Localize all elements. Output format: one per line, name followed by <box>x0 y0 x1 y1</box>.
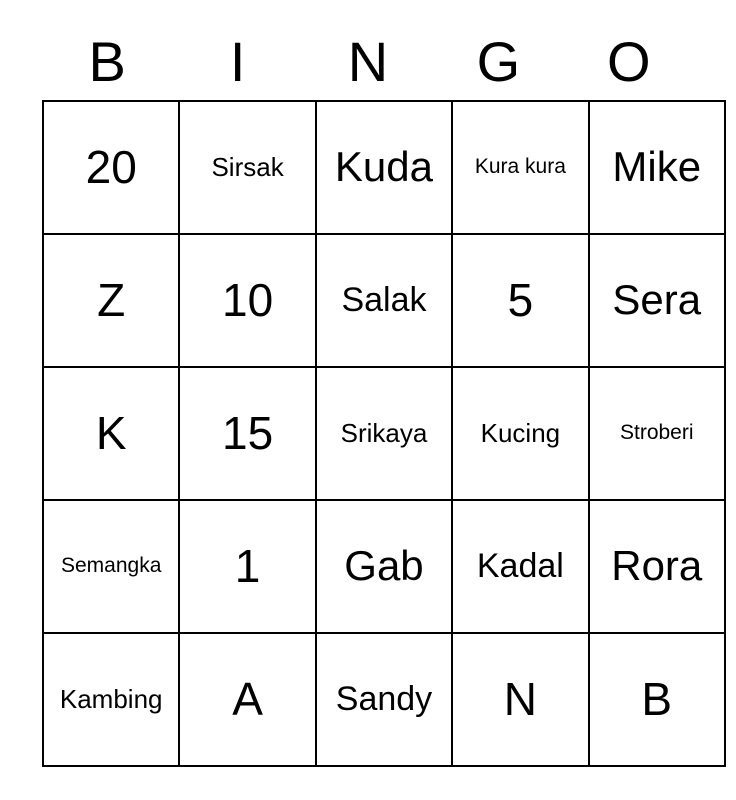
bingo-cell-text: 15 <box>222 407 274 460</box>
bingo-cell-g2[interactable] <box>452 234 588 367</box>
bingo-grid <box>42 100 726 767</box>
bingo-cell-text: Kucing <box>480 417 561 448</box>
bingo-cell-i2[interactable] <box>179 234 315 367</box>
bingo-cell-b1[interactable] <box>43 101 179 234</box>
bingo-cell-n3[interactable] <box>316 367 452 500</box>
bingo-cell-b3[interactable] <box>43 367 179 500</box>
bingo-header-letter-i: I <box>229 30 246 93</box>
bingo-cell-text: A <box>232 673 263 726</box>
bingo-cell-i1[interactable] <box>179 101 315 234</box>
bingo-cell-text: 20 <box>85 141 137 194</box>
bingo-cell-text: Sera <box>612 276 702 324</box>
bingo-cell-text: Semangka <box>60 554 162 578</box>
bingo-cell-i3[interactable] <box>179 367 315 500</box>
bingo-cell-n4[interactable] <box>316 500 452 633</box>
bingo-cell-text: K <box>95 407 127 460</box>
bingo-cell-text: Gab <box>344 542 424 590</box>
bingo-cell-text: Kura kura <box>474 155 566 179</box>
bingo-header-letter-b: B <box>88 30 126 93</box>
bingo-cell-g1[interactable] <box>452 101 588 234</box>
bingo-cell-o1[interactable] <box>589 101 725 234</box>
table-row <box>43 234 725 367</box>
table-row <box>43 101 725 234</box>
bingo-cell-n1[interactable] <box>316 101 452 234</box>
table-row <box>43 367 725 500</box>
bingo-cell-o3[interactable] <box>589 367 725 500</box>
bingo-cell-o4[interactable] <box>589 500 725 633</box>
bingo-cell-b5[interactable] <box>43 633 179 766</box>
table-row <box>43 633 725 766</box>
bingo-cell-n5[interactable] <box>316 633 452 766</box>
bingo-cell-i5[interactable] <box>179 633 315 766</box>
bingo-cell-text: Stroberi <box>619 421 694 445</box>
bingo-cell-text: Kadal <box>476 546 564 585</box>
bingo-cell-text: Rora <box>611 542 703 590</box>
bingo-cell-text: Sandy <box>335 679 433 718</box>
bingo-cell-text: 10 <box>222 274 274 327</box>
bingo-cell-b4[interactable] <box>43 500 179 633</box>
bingo-cell-text: N <box>503 673 537 726</box>
bingo-cell-o5[interactable] <box>589 633 725 766</box>
bingo-cell-text: Z <box>97 274 126 327</box>
bingo-cell-text: 5 <box>507 274 534 327</box>
bingo-cell-text: Mike <box>612 143 702 191</box>
bingo-header-row <box>42 24 694 100</box>
bingo-cell-text: Kambing <box>59 683 163 714</box>
bingo-cell-g5[interactable] <box>452 633 588 766</box>
bingo-cell-b2[interactable] <box>43 234 179 367</box>
bingo-cell-g3[interactable] <box>452 367 588 500</box>
bingo-cell-o2[interactable] <box>589 234 725 367</box>
bingo-cell-text: 1 <box>234 540 261 593</box>
bingo-cell-g4[interactable] <box>452 500 588 633</box>
bingo-cell-text: Sirsak <box>211 151 284 182</box>
bingo-cell-text: Salak <box>341 280 427 319</box>
bingo-header-letter-g: G <box>476 30 521 93</box>
bingo-cell-text: B <box>641 673 673 726</box>
bingo-cell-n2[interactable] <box>316 234 452 367</box>
bingo-header-letter-n: N <box>347 30 389 93</box>
bingo-cell-text: Kuda <box>334 143 434 191</box>
bingo-header-letter-o: O <box>607 30 651 93</box>
bingo-card <box>42 24 703 767</box>
bingo-cell-text: Srikaya <box>340 417 428 448</box>
table-row <box>43 500 725 633</box>
bingo-cell-i4[interactable] <box>179 500 315 633</box>
